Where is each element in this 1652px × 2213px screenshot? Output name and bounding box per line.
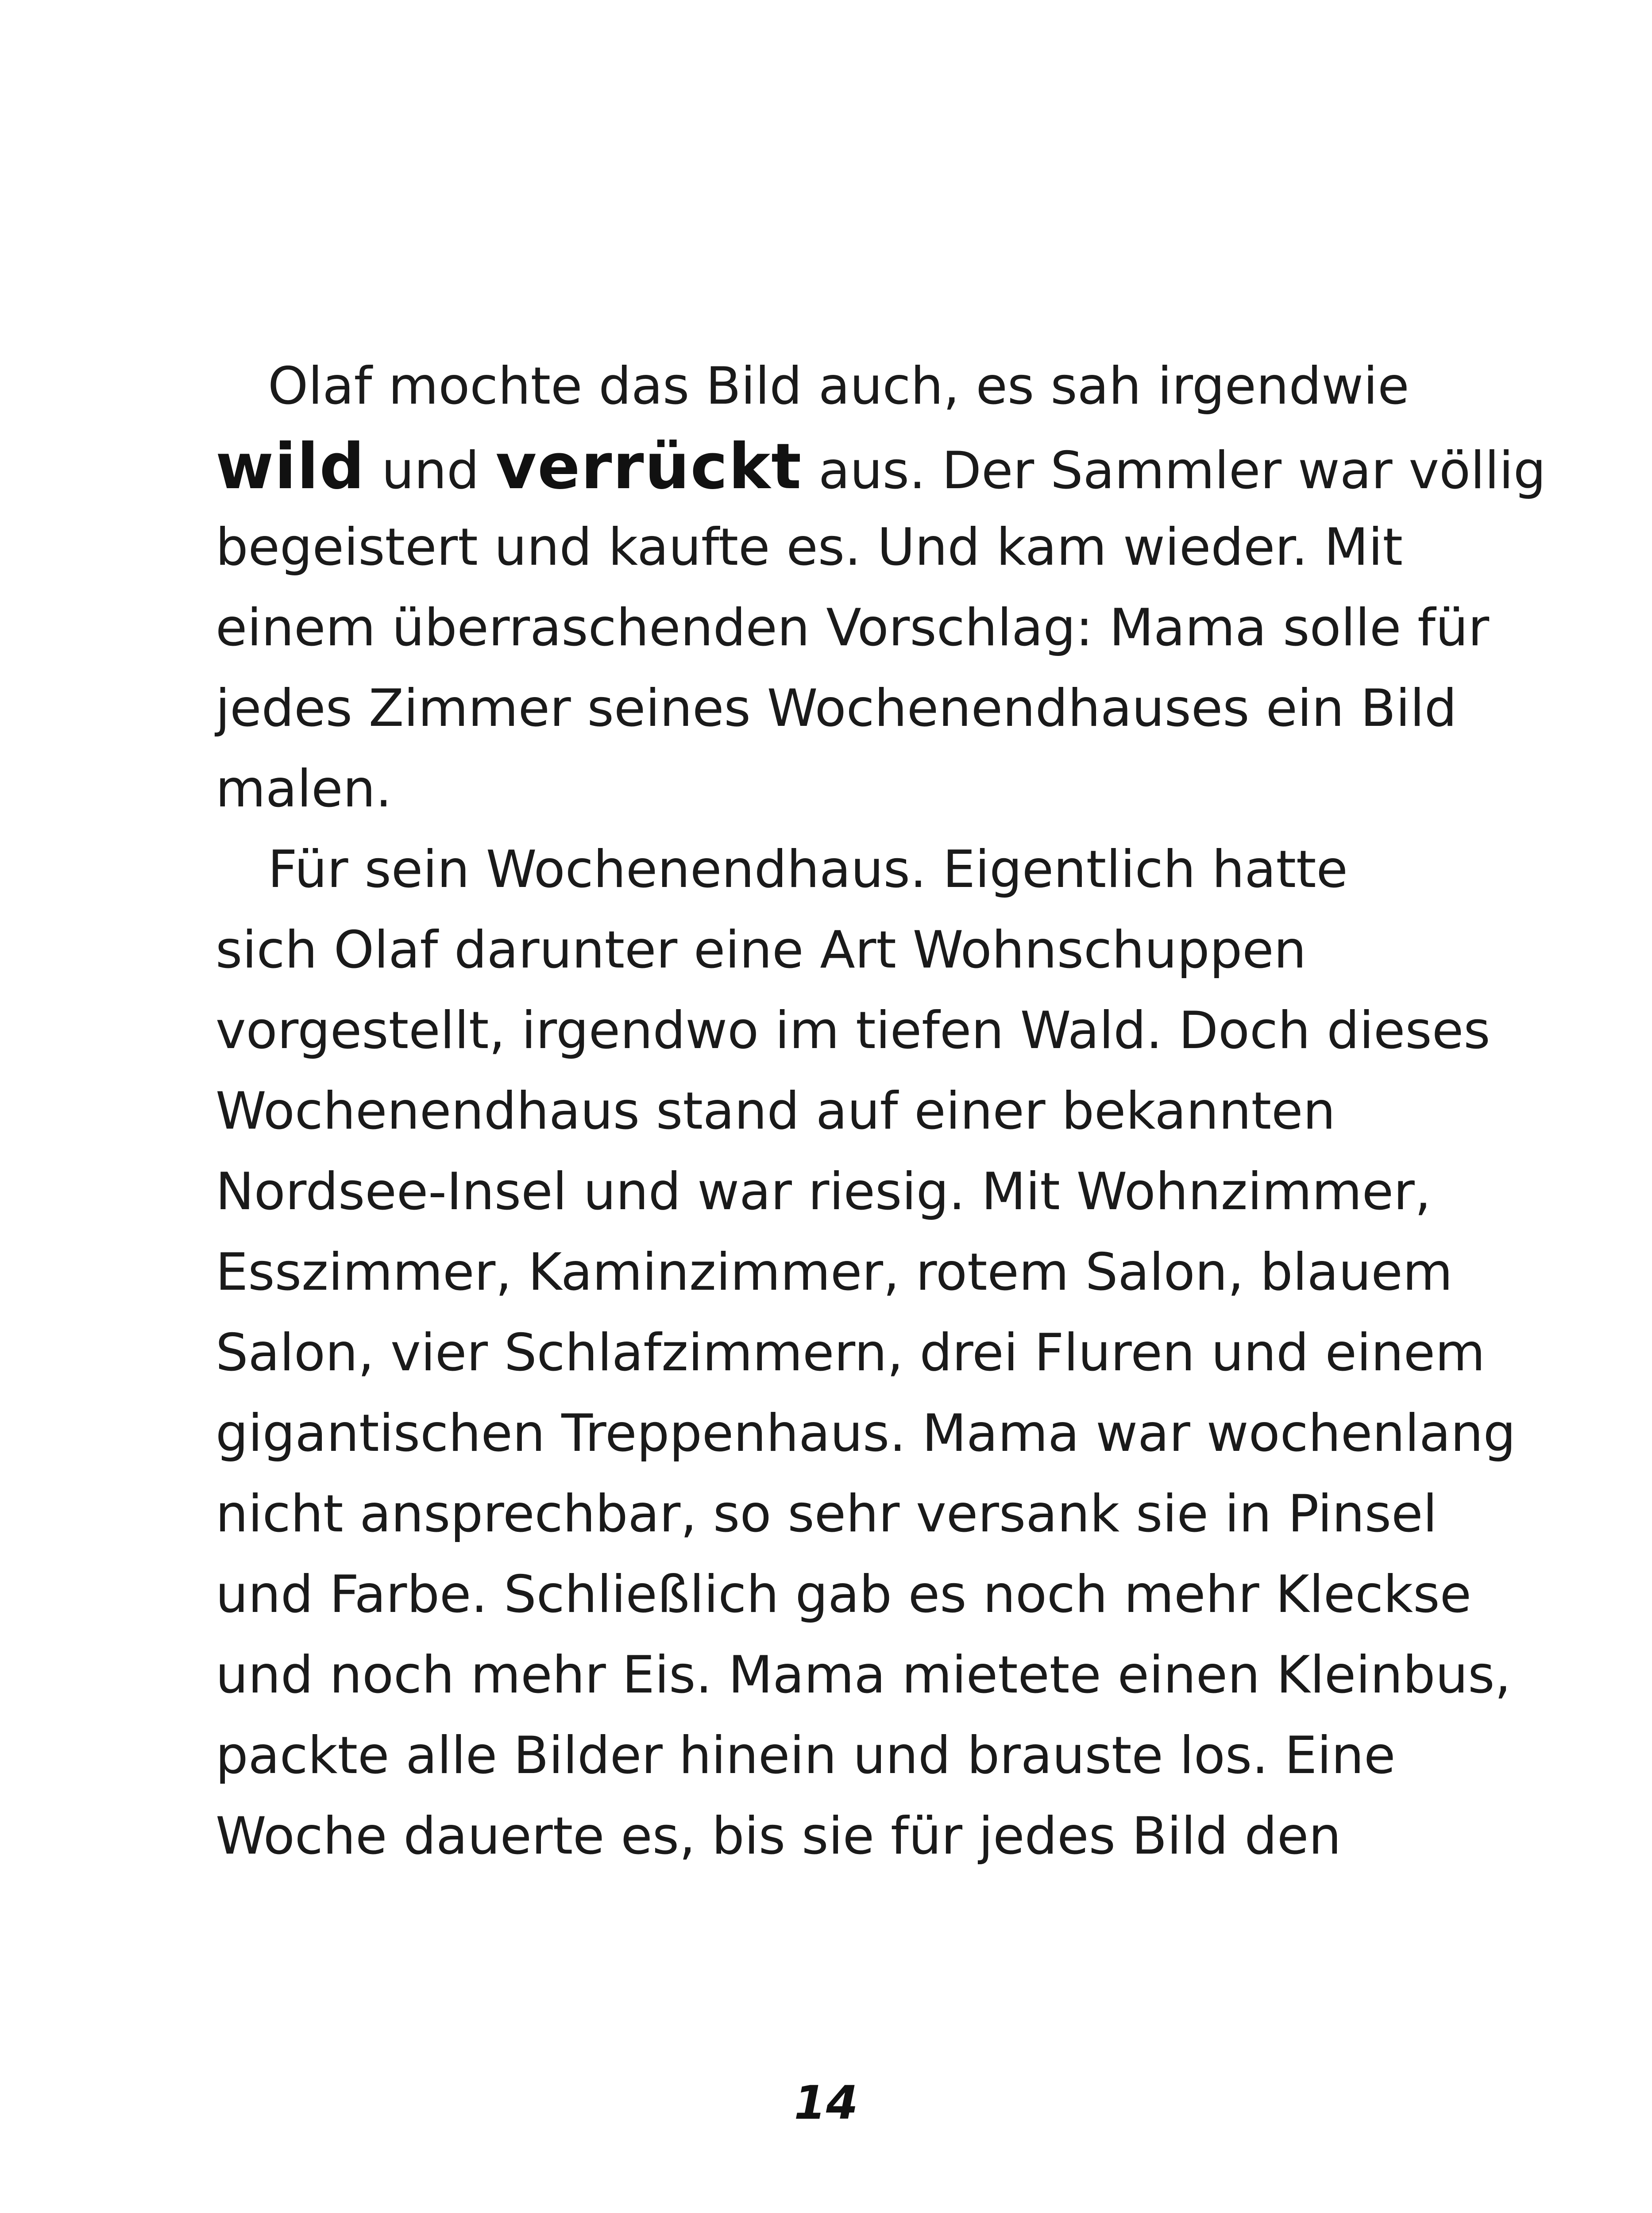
emphasis-word-wild: wild	[216, 430, 366, 503]
emphasis-word-verrueckt: verrückt	[495, 430, 803, 503]
page-number: 14	[794, 2076, 858, 2130]
text-line: Olaf mochte das Bild auch, es sah irgendwie	[268, 356, 1409, 416]
text-line: und Farbe. Schließlich gab es noch mehr Kleckse	[216, 1565, 1472, 1624]
text-line: Woche dauerte es, bis sie für jedes Bild den	[216, 1806, 1341, 1866]
text-line: malen.	[216, 759, 392, 819]
text-line: begeistert und kaufte es. Und kam wieder. Mit	[216, 517, 1403, 577]
text-line: Salon, vier Schlafzimmern, drei Fluren und einem	[216, 1323, 1486, 1383]
text-line: jedes Zimmer seines Wochenendhauses ein Bild	[216, 679, 1457, 738]
text-line: nicht ansprechbar, so sehr versank sie in Pinsel	[216, 1484, 1437, 1544]
text-line-emphasis	[216, 427, 1546, 507]
text-line: sich Olaf darunter eine Art Wohnschuppen	[216, 920, 1307, 980]
text-fragment: aus. Der Sammler war völlig	[802, 441, 1546, 501]
text-line: und noch mehr Eis. Mama mietete einen Kleinbus,	[216, 1645, 1511, 1705]
text-line: Esszimmer, Kaminzimmer, rotem Salon, blauem	[216, 1242, 1453, 1302]
text-line: einem überraschenden Vorschlag: Mama solle für	[216, 598, 1490, 658]
text-line: Für sein Wochenendhaus. Eigentlich hatte	[268, 840, 1348, 899]
text-line: Wochenendhaus stand auf einer bekannten	[216, 1081, 1336, 1141]
text-line: gigantischen Treppenhaus. Mama war wochenlang	[216, 1403, 1516, 1463]
text-line: Nordsee-Insel und war riesig. Mit Wohnzimmer,	[216, 1162, 1431, 1222]
text-line: vorgestellt, irgendwo im tiefen Wald. Doch dieses	[216, 1001, 1490, 1060]
text-line: packte alle Bilder hinein und brauste los. Eine	[216, 1726, 1396, 1785]
body-text	[216, 346, 1546, 1877]
text-fragment: und	[365, 441, 496, 501]
